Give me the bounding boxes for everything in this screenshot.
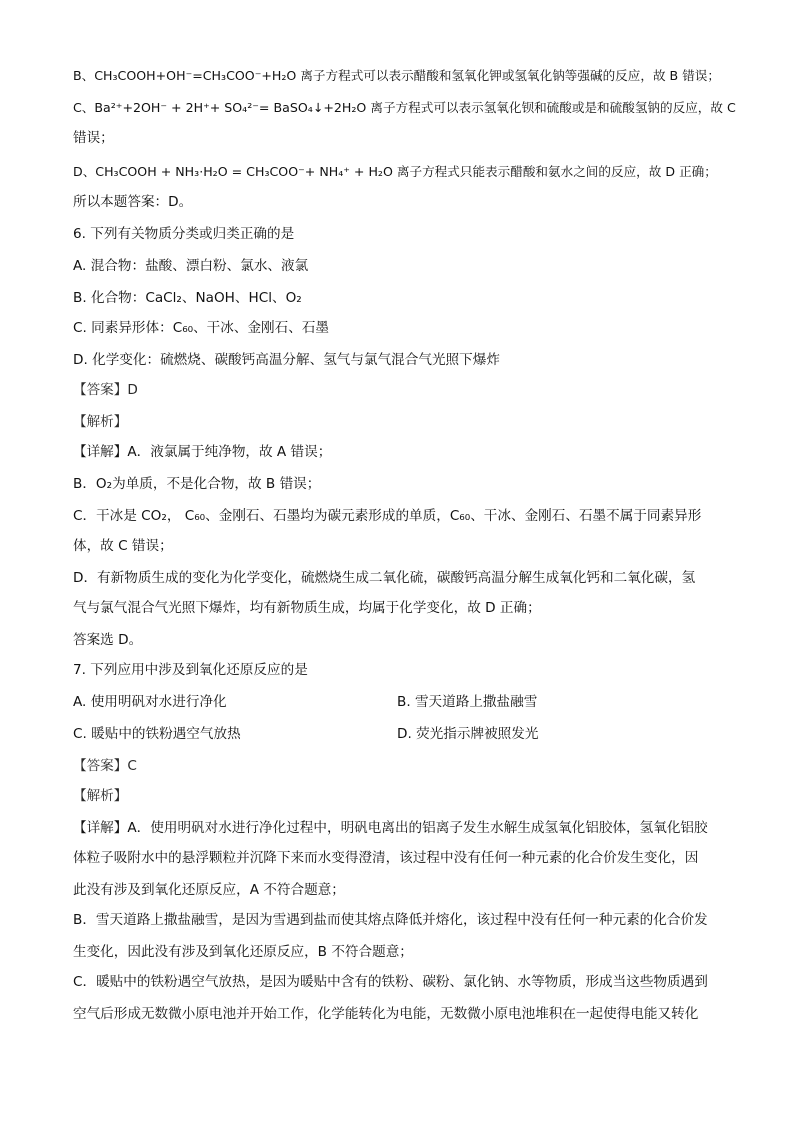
question-6-option-b: B. 化合物：CaCl₂、NaOH、HCl、O₂ (73, 290, 302, 306)
question-7-explanation-c: C．暖贴中的铁粉遇空气放热，是因为暖贴中含有的铁粉、碳粉、氯化钠、水等物质，形成当这些物质遇到 (73, 974, 708, 990)
question-7-explanation-b-cont: 生变化，因此没有涉及到氧化还原反应，B 不符合题意； (73, 944, 413, 960)
prev-option-c-explanation: C、Ba²⁺+2OH⁻ + 2H⁺+ SO₄²⁻= BaSO₄↓+2H₂O 离子方程式可以表示氢氧化钡和硫酸或是和硫酸氢钠的反应，故 C (73, 100, 736, 115)
question-7-answer: 【答案】C (73, 758, 137, 774)
question-6-option-a: A. 混合物：盐酸、漂白粉、氯水、液氯 (73, 258, 309, 274)
question-7-explanation-a: 【详解】A．使用明矾对水进行净化过程中，明矾电离出的铝离子发生水解生成氢氧化铝胶体，氢氧化铝胶 (73, 820, 708, 836)
question-7-analysis-heading: 【解析】 (73, 788, 128, 804)
question-6-option-d: D. 化学变化：硫燃烧、碳酸钙高温分解、氢气与氯气混合气光照下爆炸 (73, 352, 500, 368)
question-7-option-a: A. 使用明矾对水进行净化 (73, 694, 227, 710)
question-7-explanation-c-cont: 空气后形成无数微小原电池并开始工作，化学能转化为电能，无数微小原电池堆积在一起使得电能又转化 (73, 1006, 699, 1022)
prev-option-c-explanation-cont: 错误； (73, 130, 114, 146)
prev-answer-line: 所以本题答案：D。 (73, 194, 193, 210)
question-7-stem: 7. 下列应用中涉及到氧化还原反应的是 (73, 662, 308, 678)
question-7-explanation-b: B．雪天道路上撒盐融雪，是因为雪遇到盐而使其熔点降低并熔化，该过程中没有任何一种元素的化合价发 (73, 912, 708, 928)
question-6-conclusion: 答案选 D。 (73, 632, 143, 648)
question-7-explanation-a-cont-2: 此没有涉及到氧化还原反应，A 不符合题意； (73, 882, 345, 898)
question-6-explanation-b: B．O₂为单质，不是化合物，故 B 错误； (73, 476, 321, 492)
question-6-explanation-d-cont: 气与氯气混合气光照下爆炸，均有新物质生成，均属于化学变化，故 D 正确； (73, 600, 541, 616)
prev-option-b-explanation: B、CH₃COOH+OH⁻=CH₃COO⁻+H₂O 离子方程式可以表示醋酸和氢氧化钾或氢氧化钠等强碱的反应，故 B 错误； (73, 68, 720, 83)
question-6-analysis-heading: 【解析】 (73, 414, 128, 430)
question-6-explanation-d: D．有新物质生成的变化为化学变化，硫燃烧生成二氧化硫，碳酸钙高温分解生成氧化钙和二氧化碳，氢 (73, 570, 696, 586)
question-7-option-d: D. 荧光指示牌被照发光 (397, 726, 539, 742)
prev-option-d-explanation: D、CH₃COOH + NH₃·H₂O = CH₃COO⁻+ NH₄⁺ + H₂O 离子方程式只能表示醋酸和氨水之间的反应，故 D 正确； (73, 164, 717, 179)
question-6-explanation-a: 【详解】A．液氯属于纯净物，故 A 错误； (73, 444, 332, 460)
question-6-stem: 6. 下列有关物质分类或归类正确的是 (73, 226, 295, 242)
question-6-explanation-c: C．干冰是 CO₂， C₆₀、金刚石、石墨均为碳元素形成的单质，C₆₀、干冰、金刚石、石墨不属于同素异形 (73, 508, 702, 524)
question-6-option-c: C. 同素异形体：C₆₀、干冰、金刚石、石墨 (73, 320, 330, 336)
question-6-answer: 【答案】D (73, 382, 138, 398)
question-7-option-c: C. 暖贴中的铁粉遇空气放热 (73, 726, 241, 742)
question-6-explanation-c-cont: 体，故 C 错误； (73, 538, 173, 554)
question-7-explanation-a-cont-1: 体粒子吸附水中的悬浮颗粒并沉降下来而水变得澄清，该过程中没有任何一种元素的化合价发生变化，因 (73, 850, 699, 866)
question-7-option-b: B. 雪天道路上撒盐融雪 (397, 694, 538, 710)
